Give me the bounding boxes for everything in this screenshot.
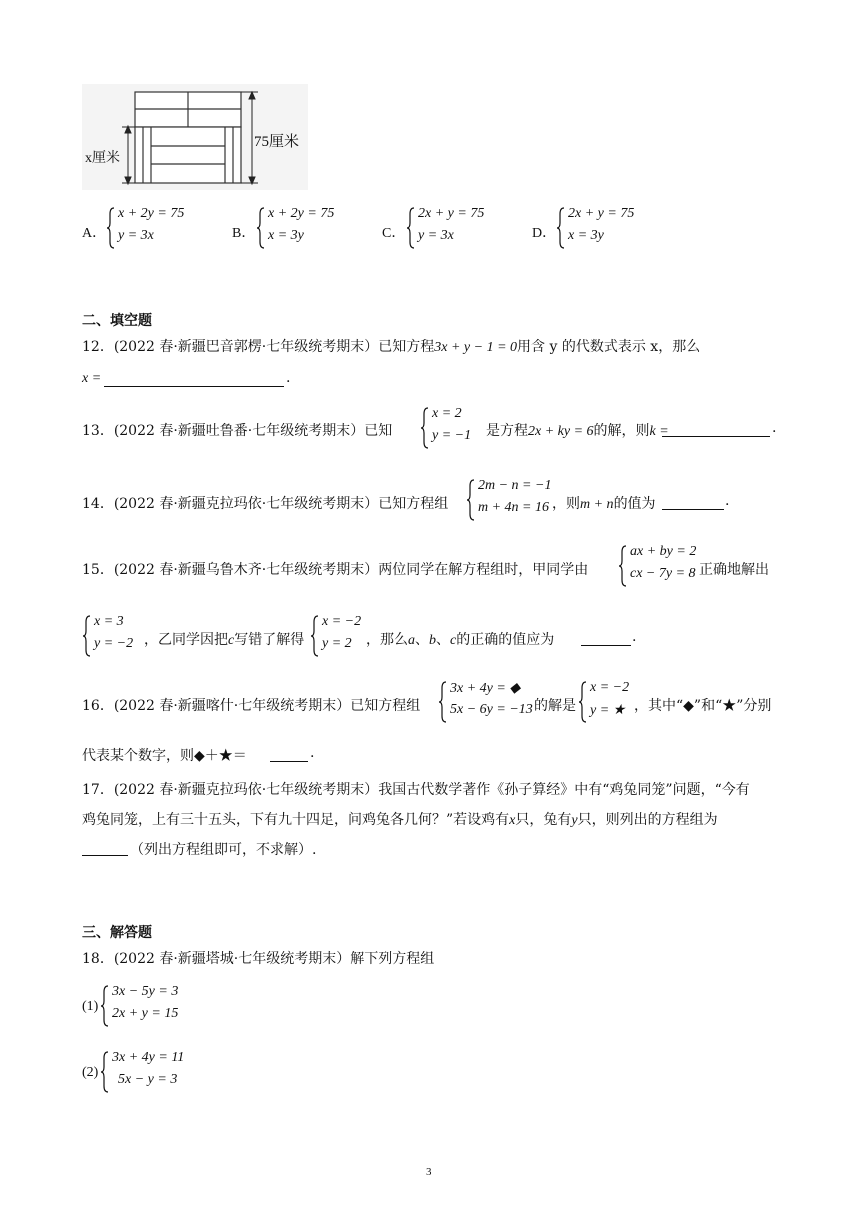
option-d-eq1: 2x + y = 75 bbox=[568, 206, 635, 221]
q13-suffix: 的解，则 bbox=[593, 423, 650, 439]
q13-sys-eq2: y = −1 bbox=[432, 428, 472, 443]
q16-answer-blank[interactable] bbox=[270, 761, 308, 762]
q14-mid: ，则 bbox=[552, 496, 580, 512]
q12-line2 bbox=[82, 370, 101, 387]
q17-line1: 17．(2022 春·新疆克拉玛依·七年级统考期末）我国古代数学著作《孙子算经》中有“鸡兔同笼”问题，“今有 bbox=[82, 782, 750, 798]
q16-sys2-eq2: y = ★ bbox=[590, 703, 626, 718]
q12-line1 bbox=[82, 336, 700, 356]
q14-answer-blank[interactable] bbox=[662, 509, 724, 510]
q15-sys3-eq2: y = 2 bbox=[322, 636, 352, 651]
section-2-title: 二、填空题 bbox=[82, 313, 152, 329]
q15-mid2: ，乙同学因把 bbox=[144, 632, 228, 648]
q14-sys-eq2: m + 4n = 16 bbox=[478, 500, 550, 515]
q13-k: k = bbox=[649, 424, 669, 439]
q14-expr: m + n bbox=[580, 497, 614, 512]
q15-tail: ，那么 bbox=[366, 632, 408, 648]
q12-prefix: 12．(2022 春·新疆巴音郭楞·七年级统考期末）已知方程 bbox=[82, 339, 435, 355]
option-c-eq2: y = 3x bbox=[418, 228, 454, 243]
q12-end: . bbox=[286, 370, 291, 386]
q15-sys3-eq1: x = −2 bbox=[322, 614, 362, 629]
q13-tail bbox=[486, 420, 669, 440]
option-b-eq1: x + 2y = 75 bbox=[268, 206, 335, 221]
q15-sep1: 、 bbox=[415, 632, 429, 648]
q15-tail2: 的正确的值应为 bbox=[456, 632, 555, 648]
q18-part1-eq1: 3x − 5y = 3 bbox=[112, 984, 179, 999]
q13-prefix: 13．(2022 春·新疆吐鲁番·七年级统考期末）已知 bbox=[82, 423, 393, 439]
q15-sys2-eq1: x = 3 bbox=[94, 614, 124, 629]
q15-sys2-eq2: y = −2 bbox=[94, 636, 134, 651]
q13-mid: 是方程 bbox=[486, 423, 528, 439]
q15-b: b bbox=[429, 633, 436, 648]
brace-icon bbox=[310, 614, 320, 658]
option-d-system bbox=[556, 206, 666, 250]
option-b-letter: B． bbox=[232, 226, 256, 241]
q17-line2b: 只，兔有 bbox=[515, 812, 572, 828]
option-c-system bbox=[406, 206, 516, 250]
q15-end: . bbox=[632, 629, 637, 645]
q12-mid: 用含 y 的代数式表示 x，那么 bbox=[517, 339, 701, 355]
figure-box bbox=[82, 84, 308, 190]
q17-line3: （列出方程组即可，不求解）. bbox=[130, 842, 317, 858]
option-b-eq2: x = 3y bbox=[268, 228, 304, 243]
brace-icon bbox=[106, 206, 116, 250]
brace-icon bbox=[100, 1050, 110, 1094]
option-c-letter: C． bbox=[382, 226, 406, 241]
q13-end: . bbox=[772, 420, 777, 436]
q18-part2-system bbox=[100, 1050, 210, 1094]
q12-equation: 3x + y − 1 = 0 bbox=[434, 340, 518, 355]
q18-part1-system bbox=[100, 984, 210, 1028]
brace-icon bbox=[82, 614, 92, 658]
option-b-system bbox=[256, 206, 366, 250]
q14-system bbox=[466, 478, 566, 522]
option-a-eq1: x + 2y = 75 bbox=[118, 206, 185, 221]
q16-suffix: ，其中“◆”和“★”分别 bbox=[634, 698, 772, 714]
option-d-eq2: x = 3y bbox=[568, 228, 604, 243]
q17-line2a: 鸡兔同笼，上有三十五头，下有九十四足，问鸡兔各几何？”若设鸡有 bbox=[82, 812, 510, 828]
q15-c: c bbox=[228, 633, 235, 648]
q15-sys-eq2: cx − 7y = 8 bbox=[630, 566, 696, 581]
brace-icon bbox=[556, 206, 566, 250]
q15-sep2: 、 bbox=[436, 632, 450, 648]
q17-x: x bbox=[509, 813, 516, 828]
q18-part2-eq2: 5x − y = 3 bbox=[118, 1072, 178, 1087]
q17-line2 bbox=[82, 809, 718, 829]
brace-icon bbox=[618, 544, 628, 588]
q17-y: y bbox=[571, 813, 578, 828]
page-number: 3 bbox=[426, 1166, 432, 1178]
q16-sys2-eq1: x = −2 bbox=[590, 680, 630, 695]
q18-part1-label: (1) bbox=[82, 999, 99, 1014]
q13-system bbox=[420, 406, 490, 450]
figure-x-label: x厘米 bbox=[85, 151, 120, 166]
brace-icon bbox=[406, 206, 416, 250]
q14-end: . bbox=[725, 493, 730, 509]
q16-sys-eq2: 5x − 6y = −13 bbox=[450, 702, 533, 717]
q14-sys-eq1: 2m − n = −1 bbox=[478, 478, 552, 493]
q13-equation: 2x + ky = 6 bbox=[528, 424, 594, 439]
option-d-letter: D． bbox=[532, 226, 557, 241]
q15-tail-text bbox=[366, 629, 554, 649]
q17-answer-blank[interactable] bbox=[82, 855, 128, 856]
q13-answer-blank[interactable] bbox=[662, 436, 770, 437]
q18-part2-eq1: 3x + 4y = 11 bbox=[112, 1050, 185, 1065]
brace-icon bbox=[420, 406, 430, 450]
option-a-system bbox=[106, 206, 216, 250]
brace-icon bbox=[256, 206, 266, 250]
q15-a: a bbox=[408, 633, 415, 648]
q16-prefix: 16．(2022 春·新疆喀什·七年级统考期末）已知方程组 bbox=[82, 698, 421, 714]
q15-c2: c bbox=[450, 633, 457, 648]
q16-end: . bbox=[310, 745, 315, 761]
q18-part2-label: (2) bbox=[82, 1065, 99, 1080]
figure-height-label: 75厘米 bbox=[254, 134, 300, 150]
q16-system bbox=[438, 680, 548, 724]
section-3-title: 三、解答题 bbox=[82, 925, 152, 941]
q15-suffix: 正确地解出 bbox=[699, 562, 769, 578]
q17-line2c: 只，则列出的方程组为 bbox=[577, 812, 718, 828]
q18-prefix: 18．(2022 春·新疆塔城·七年级统考期末）解下列方程组 bbox=[82, 951, 435, 967]
q14-tail bbox=[552, 493, 656, 513]
q15-system bbox=[618, 544, 708, 588]
q16-line2: 代表某个数字，则◆＋★＝ bbox=[82, 748, 247, 764]
q15-mid3: 写错了解得 bbox=[234, 632, 305, 648]
q18-part1-eq2: 2x + y = 15 bbox=[112, 1006, 179, 1021]
brace-icon bbox=[438, 680, 448, 724]
option-a-letter: A． bbox=[82, 226, 107, 241]
q12-answer-blank[interactable] bbox=[104, 386, 284, 387]
q16-mid: 的解是 bbox=[534, 698, 576, 714]
brace-icon bbox=[100, 984, 110, 1028]
q14-suffix: 的值为 bbox=[613, 496, 656, 512]
q14-prefix: 14．(2022 春·新疆克拉玛依·七年级统考期末）已知方程组 bbox=[82, 496, 449, 512]
brace-icon bbox=[466, 478, 476, 522]
q13-sys-eq1: x = 2 bbox=[432, 406, 462, 421]
q16-sys-eq1: 3x + 4y = ◆ bbox=[450, 681, 521, 696]
option-a-eq2: y = 3x bbox=[118, 228, 154, 243]
q15-system-2 bbox=[82, 614, 152, 658]
q15-prefix: 15．(2022 春·新疆乌鲁木齐·七年级统考期末）两位同学在解方程组时，甲同学由 bbox=[82, 562, 589, 578]
brace-icon bbox=[578, 680, 588, 724]
q15-sys-eq1: ax + by = 2 bbox=[630, 544, 697, 559]
q15-mid-text bbox=[144, 629, 304, 649]
q15-answer-blank[interactable] bbox=[581, 645, 631, 646]
q12-x-var: x = bbox=[82, 371, 102, 386]
option-c-eq1: 2x + y = 75 bbox=[418, 206, 485, 221]
